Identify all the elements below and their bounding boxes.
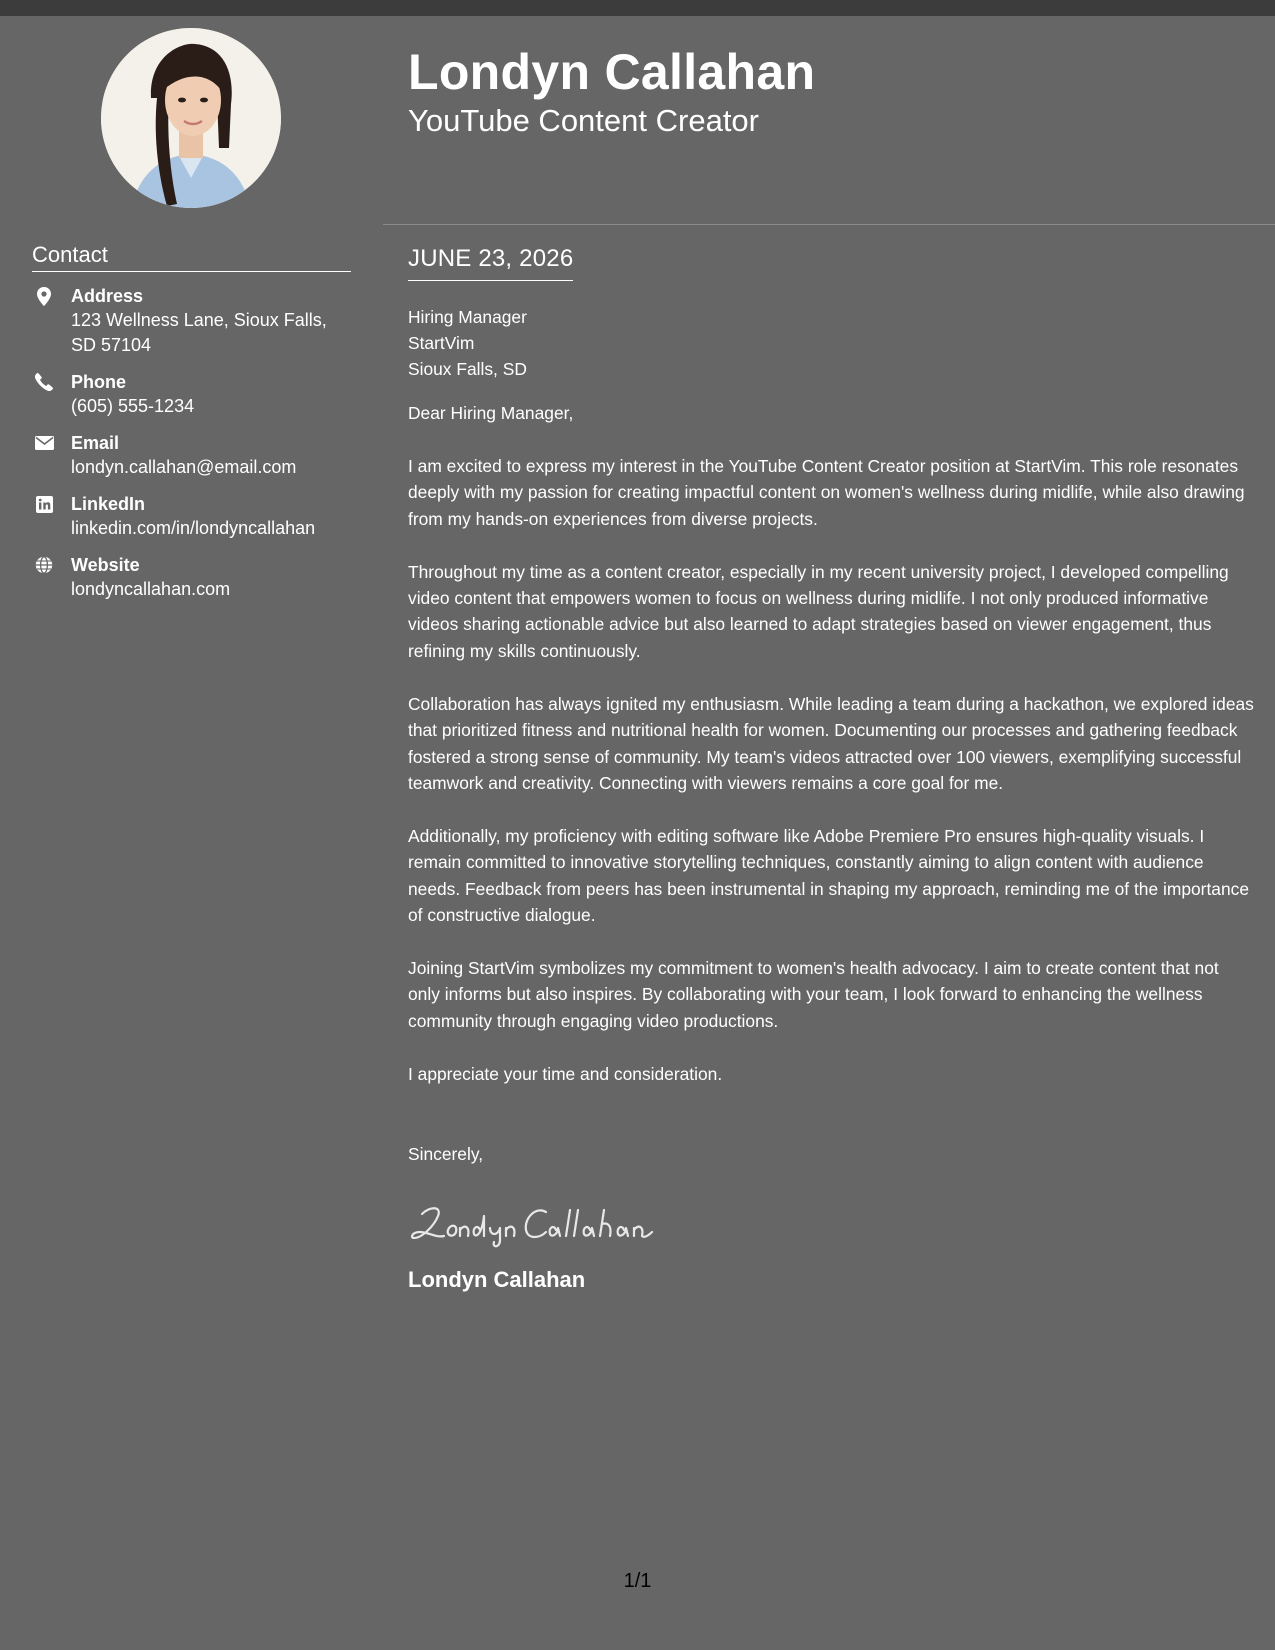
header-divider	[383, 224, 1275, 225]
address-value: 123 Wellness Lane, Sioux Falls, SD 57104	[71, 310, 327, 355]
contact-list	[32, 284, 351, 614]
contact-heading: Contact	[32, 242, 351, 272]
letter-body	[408, 304, 1255, 1294]
salutation: Dear Hiring Manager,	[408, 403, 574, 423]
signature-image	[408, 1194, 668, 1250]
contact-label: LinkedIn	[71, 494, 146, 514]
map-pin-icon	[34, 286, 54, 306]
applicant-title: YouTube Content Creator	[408, 103, 759, 138]
envelope-icon	[34, 433, 54, 453]
letter-paragraph: Throughout my time as a content creator, especially in my recent university project, I developed compelling video content that empowers women to focus on wellness during midlife. I not only produced informative videos sharing actionable advice but also learned to adapt strategies based on viewer engagement, thus refining my skills continuously.	[408, 561, 1229, 661]
email-value: londyn.callahan@email.com	[71, 457, 297, 477]
recipient-line: Hiring Manager	[408, 307, 527, 327]
letter-paragraph: Joining StartVim symbolizes my commitment to women's health advocacy. I aim to create content that not only informs but also inspires. By collaborating with your team, I look forward to enhancing the wellness community through engaging video productions.	[408, 958, 1219, 1031]
letter-paragraph: I am excited to express my interest in the YouTube Content Creator position at StartVim. This role resonates deeply with my passion for creating impactful content on women's wellness during midlife, while also drawing from my hands-on experiences from diverse projects.	[408, 455, 1245, 529]
contact-item-email	[32, 431, 351, 480]
applicant-name: Londyn Callahan	[408, 44, 816, 100]
closing: Sincerely,	[408, 1144, 484, 1165]
linkedin-icon	[34, 494, 54, 514]
phone-value: (605) 555-1234	[71, 396, 195, 416]
contact-item-website	[32, 553, 351, 602]
letter-date: JUNE 23, 2026	[408, 244, 573, 281]
letter-paragraph: Collaboration has always ignited my enthusiasm. While leading a team during a hackathon, we explored ideas that prioritized fitness and nutritional health for women. Documenting our processes and gathering feedback fostered a strong sense of community. My team's videos attracted over 100 viewers, exemplifying successful teamwork and creativity. Connecting with viewers remains a core goal for me.	[408, 693, 1254, 793]
recipient-line: Sioux Falls, SD	[408, 359, 527, 379]
avatar	[101, 28, 281, 208]
linkedin-value[interactable]: linkedin.com/in/londyncallahan	[71, 518, 316, 538]
contact-label: Address	[71, 286, 144, 306]
recipient-block	[408, 304, 1255, 382]
recipient-line: StartVim	[408, 333, 475, 353]
page-number: 1/1	[623, 1570, 652, 1592]
phone-icon	[34, 372, 54, 392]
letter-paragraph: I appreciate your time and consideration.	[408, 1063, 723, 1084]
contact-item-phone	[32, 370, 351, 419]
website-value[interactable]: londyncallahan.com	[71, 579, 231, 599]
cover-letter-page	[0, 16, 1275, 1650]
contact-label: Email	[71, 433, 120, 453]
contact-label: Phone	[71, 372, 127, 392]
signed-name: Londyn Callahan	[408, 1266, 586, 1292]
letter-paragraph: Additionally, my proficiency with editing software like Adobe Premiere Pro ensures high-quality visuals. I remain committed to innovative storytelling techniques, constantly aiming to align content with audience needs. Feedback from peers has been instrumental in shaping my approach, reminding me of the importance of constructive dialogue.	[408, 825, 1250, 926]
globe-icon	[34, 555, 54, 575]
contact-item-address	[32, 284, 351, 358]
contact-item-linkedin	[32, 492, 351, 541]
top-bar	[0, 0, 1275, 16]
contact-label: Website	[71, 555, 140, 575]
